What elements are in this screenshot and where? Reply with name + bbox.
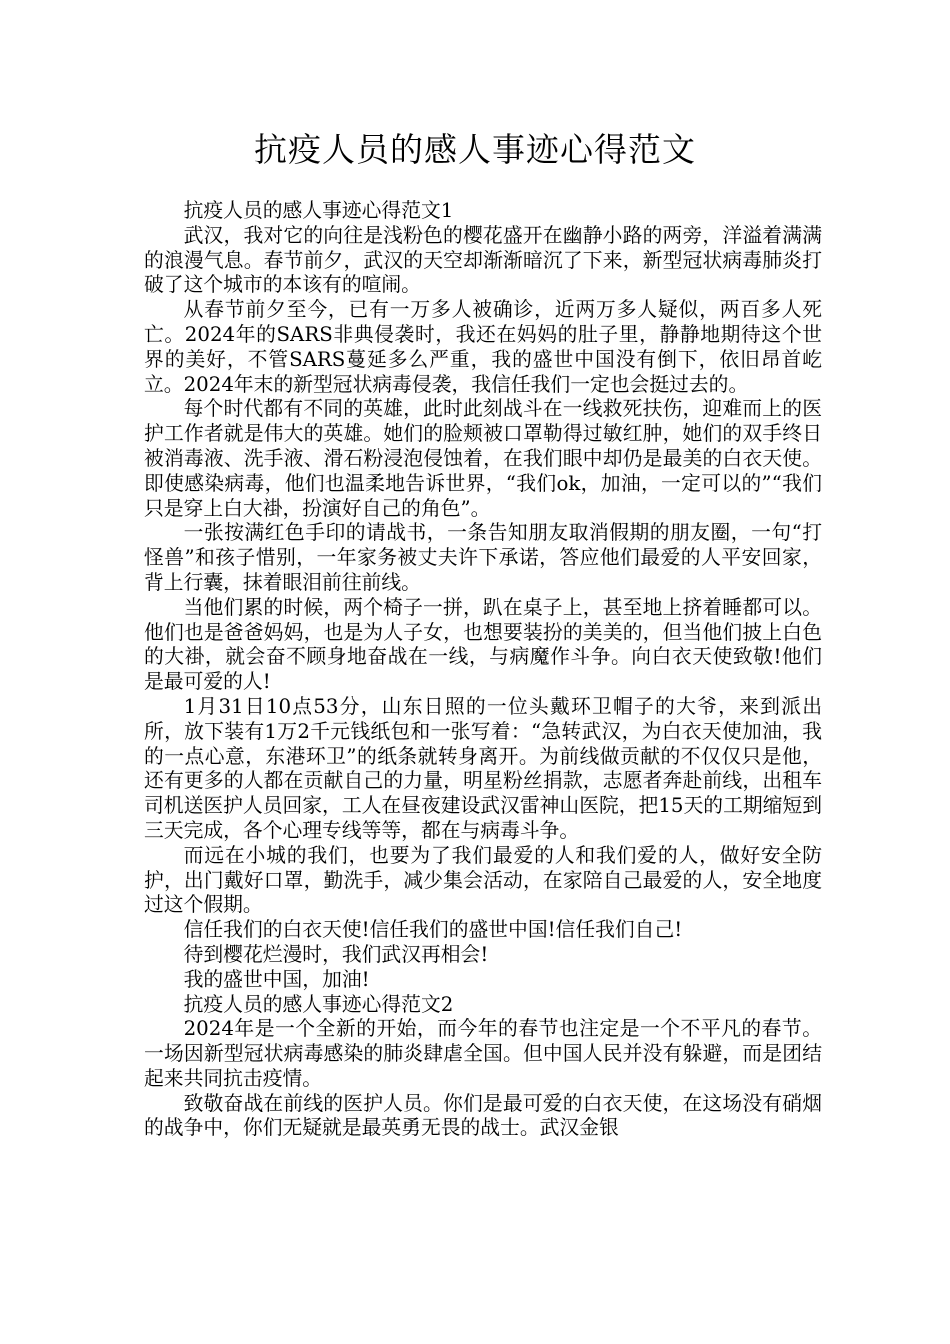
paragraph: 信任我们的白衣天使!信任我们的盛世中国!信任我们自己! bbox=[183, 918, 683, 942]
paragraph: 武汉，我对它的向往是浅粉色的樱花盛开在幽静小路的两旁，洋溢着满满的浪漫气息。春节前夕，武汉的天空却渐渐暗沉了下来，新型冠状病毒肺炎打破了这个城市的本该有的喧闹。 bbox=[144, 223, 822, 297]
paragraph: 一张按满红色手印的请战书，一条告知朋友取消假期的朋友圈，一句“打怪兽”和孩子惜别，一年家务被丈夫许下承诺，答应他们最爱的人平安回家，背上行囊，抹着眼泪前往前线。 bbox=[144, 521, 822, 594]
section-heading-2: 抗疫人员的感人事迹心得范文2 bbox=[183, 992, 454, 1016]
paragraph: 致敬奋战在前线的医护人员。你们是最可爱的白衣天使，在这场没有硝烟的战争中，你们无疑就是最英勇无畏的战士。武汉金银 bbox=[144, 1091, 822, 1140]
paragraph: 当他们累的时候，两个椅子一拼，趴在桌子上，甚至地上挤着睡都可以。他们也是爸爸妈妈，也是为人子女，也想要装扮的美美的，但当他们披上白色的大褂，就会奋不顾身地奋战在一线，与病魔作斗争。向白衣天使致敬!他们是最可爱的人! bbox=[144, 595, 822, 694]
paragraph: 从春节前夕至今，已有一万多人被确诊，近两万多人疑似，两百多人死亡。2024年的SARS非典侵袭时，我还在妈妈的肚子里，静静地期待这个世界的美好，不管SARS蔓延多么严重，我的盛世中国没有倒下，依旧昂首屹立。2024年末的新型冠状病毒侵袭，我信任我们一定也会挺过去的。 bbox=[144, 298, 822, 396]
paragraph: 每个时代都有不同的英雄，此时此刻战斗在一线救死扶伤，迎难而上的医护工作者就是伟大的英雄。她们的脸颊被口罩勒得过敏红肿，她们的双手终日被消毒液、洗手液、滑石粉浸泡侵蚀着，在我们眼中却仍是最美的白衣天使。即使感染病毒，他们也温柔地告诉世界，“我们ok，加油，一定可以的”“我们只是穿上白大褂，扮演好自己的角色”。 bbox=[144, 397, 822, 520]
paragraph: 我的盛世中国，加油! bbox=[183, 967, 370, 991]
document-body bbox=[144, 199, 822, 1141]
paragraph: 2024年是一个全新的开始，而今年的春节也注定是一个不平凡的春节。一场因新型冠状病毒感染的肺炎肆虐全国。但中国人民并没有躲避，而是团结起来共同抗击疫情。 bbox=[144, 1017, 822, 1090]
document-title: 抗疫人员的感人事迹心得范文 bbox=[254, 130, 696, 169]
paragraph: 1月31日10点53分，山东日照的一位头戴环卫帽子的大爷，来到派出所，放下装有1万2千元钱纸包和一张写着：“急转武汉，为白衣天使加油，我的一点心意，东港环卫”的纸条就转身离开。为前线做贡献的不仅仅只是他，还有更多的人都在贡献自己的力量，明星粉丝捐款，志愿者奔赴前线，出租车司机送医护人员回家，工人在昼夜建设武汉雷神山医院，把15天的工期缩短到三天完成，各个心理专线等等，都在与病毒斗争。 bbox=[144, 694, 822, 842]
section-heading-1: 抗疫人员的感人事迹心得范文1 bbox=[183, 199, 454, 222]
paragraph: 待到樱花烂漫时，我们武汉再相会! bbox=[183, 942, 489, 966]
paragraph: 而远在小城的我们，也要为了我们最爱的人和我们爱的人，做好安全防护，出门戴好口罩，勤洗手，减少集会活动，在家陪自己最爱的人，安全地度过这个假期。 bbox=[144, 843, 822, 917]
